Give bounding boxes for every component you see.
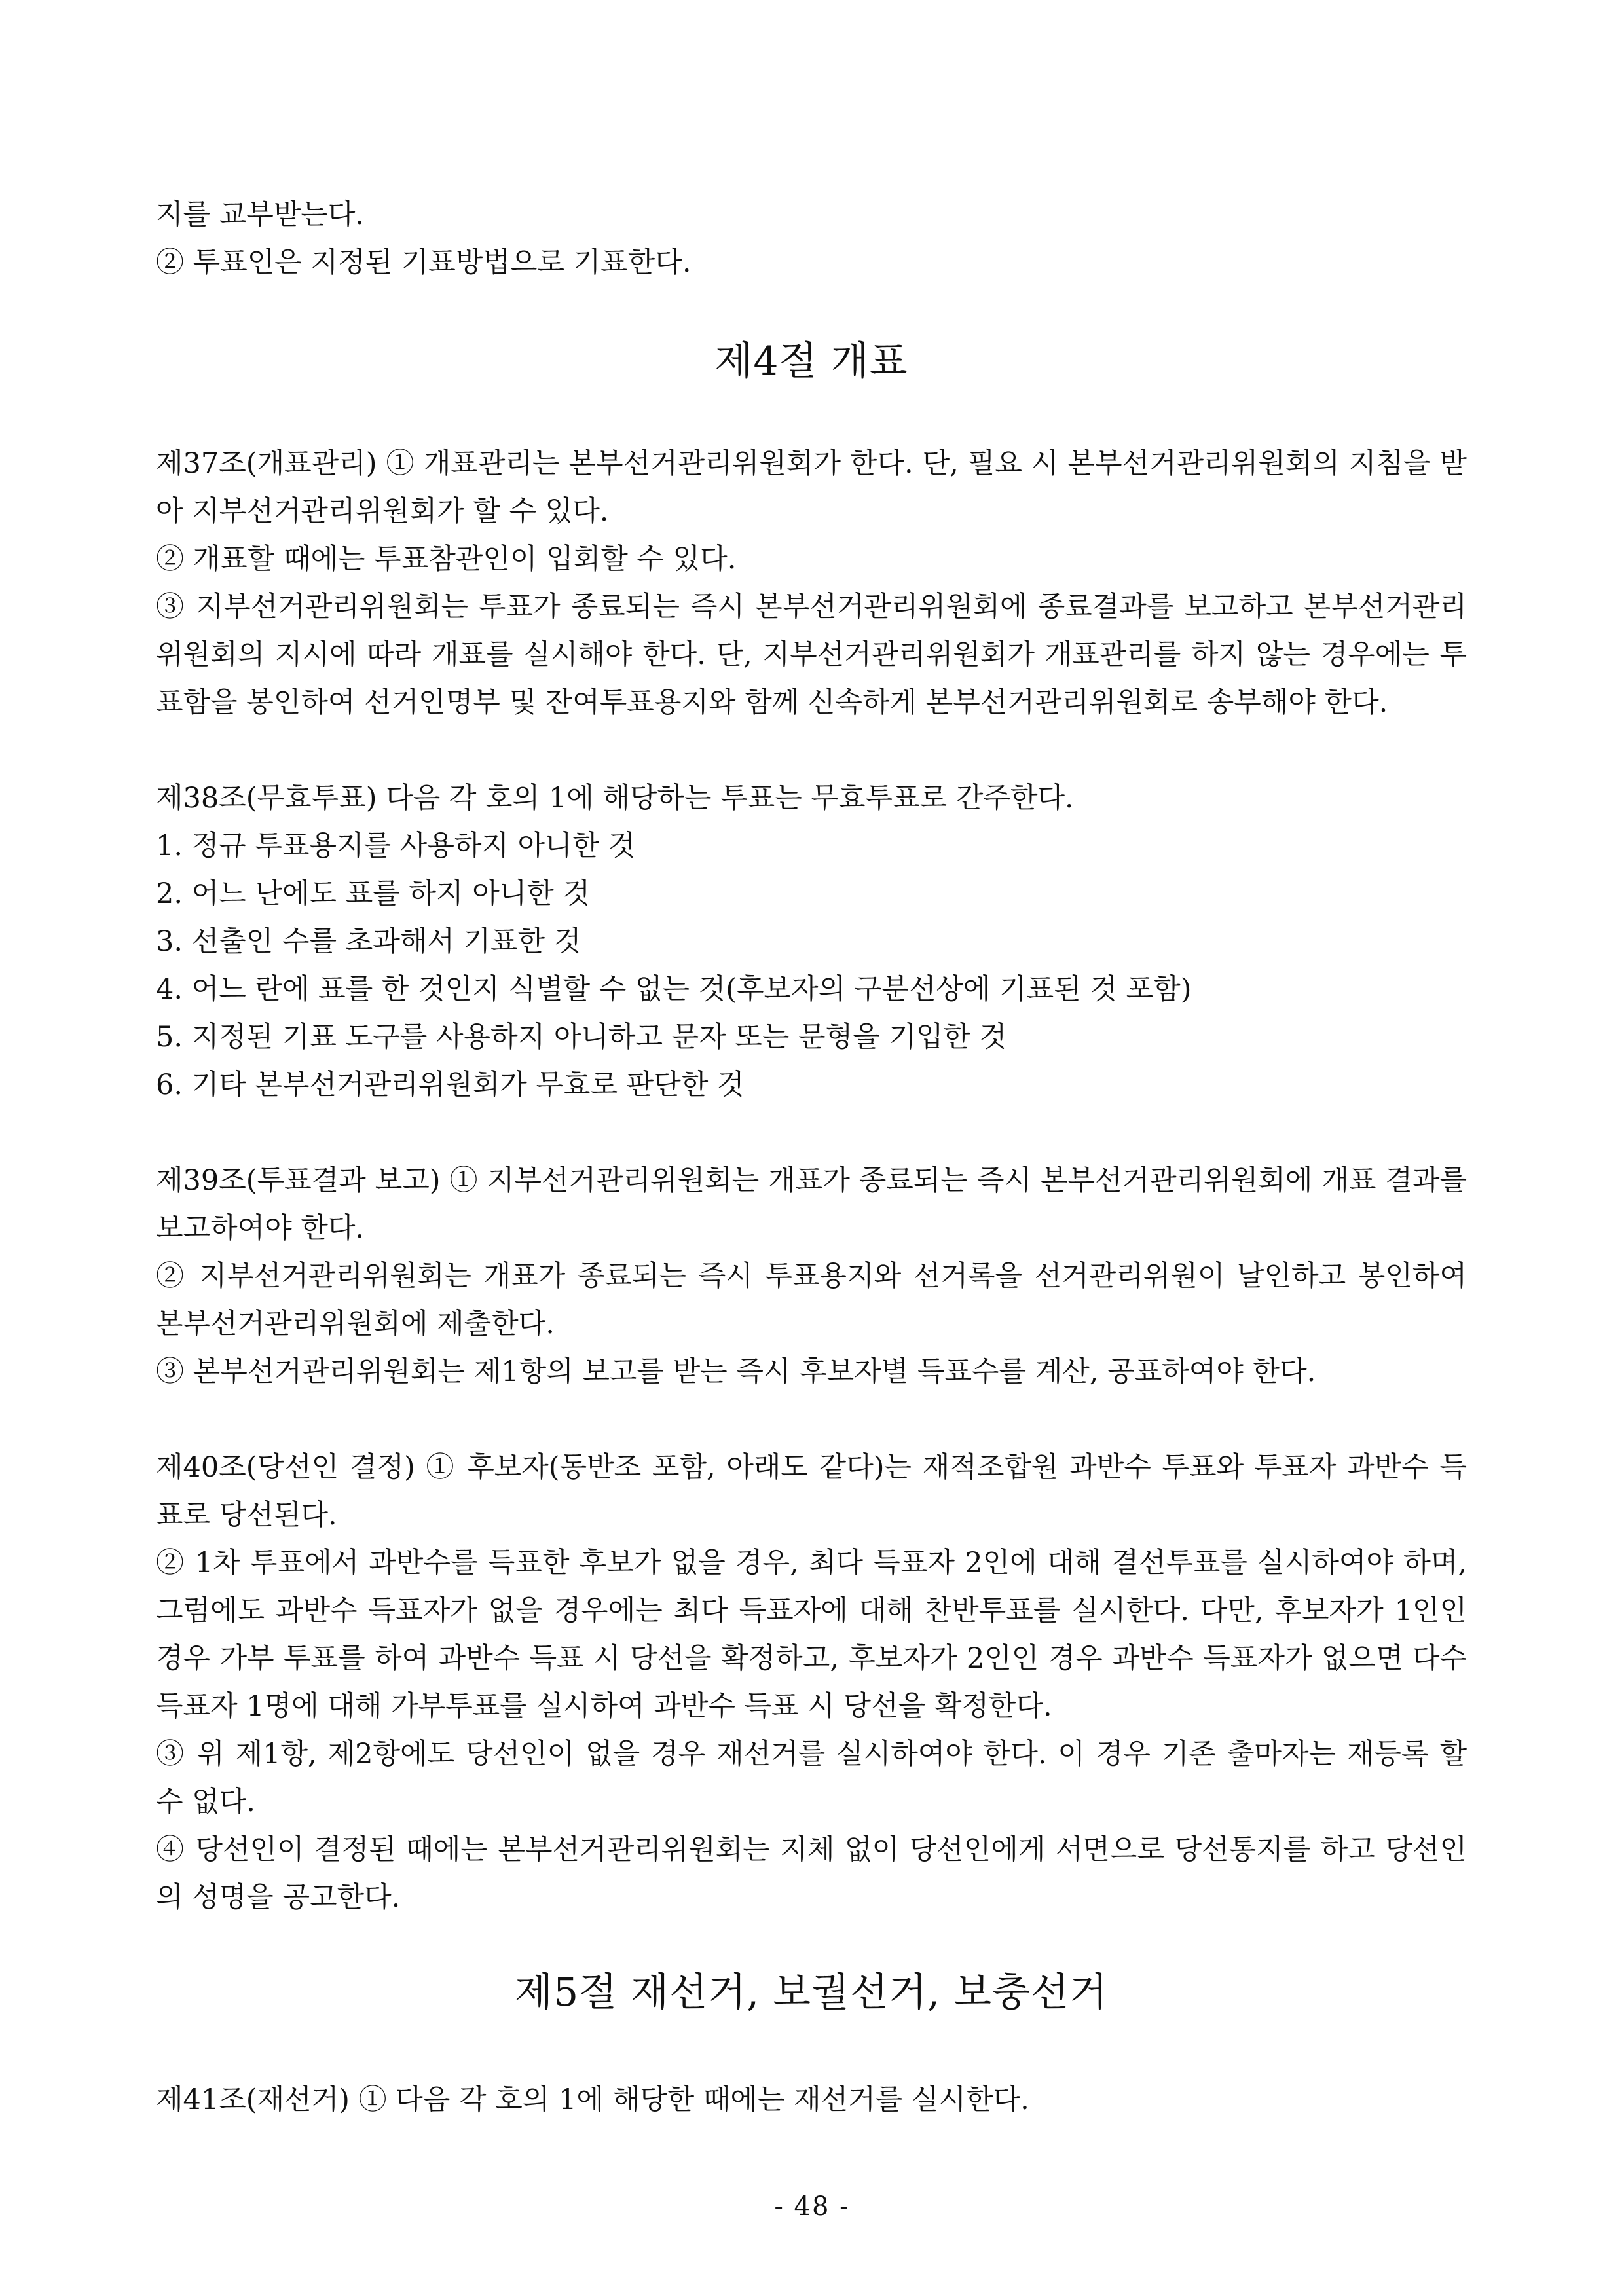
spacer xyxy=(156,1109,1467,1157)
article-38-item-5: 5. 지정된 기표 도구를 사용하지 아니하고 문자 또는 문형을 기입한 것 xyxy=(156,1021,1007,1054)
section-4-title: 제4절 개표 xyxy=(714,339,908,384)
spacer xyxy=(156,727,1467,775)
article-38-item-2: 2. 어느 난에도 표를 하지 아니한 것 xyxy=(156,877,591,910)
page-number: - 48 - xyxy=(774,2192,850,2222)
article-40-clause-4: ④ 당선인이 결정된 때에는 본부선거관리위원회는 지체 없이 당선인에게 서면으로 당선통지를 하고 당선인의 성명을 공고한다. xyxy=(156,1833,1467,1914)
continuation-line: 지를 교부받는다. xyxy=(156,198,365,231)
page-body xyxy=(156,191,1467,2124)
article-37-clause-2: ② 개표할 때에는 투표참관인이 입회할 수 있다. xyxy=(156,543,737,576)
article-39-clause-1: 제39조(투표결과 보고) ① 지부선거관리위원회는 개표가 종료되는 즉시 본부선거관리위원회에 개표 결과를 보고하여야 한다. xyxy=(156,1164,1467,1245)
article-38-item-4: 4. 어느 란에 표를 한 것인지 식별할 수 없는 것(후보자의 구분선상에 기표된 것 포함) xyxy=(156,973,1192,1006)
article-37-clause-3: ③ 지부선거관리위원회는 투표가 종료되는 즉시 본부선거관리위원회에 종료결과를 보고하고 본부선거관리위원회의 지시에 따라 개표를 실시해야 한다. 단, 지부선거관리위원회가 개표관리를 하지 않는 경우에는 투표함을 봉인하여 선거인명부 및 잔여투표용지와 함께 신속하게 본부선거관리위원회로 송부해야 한다. xyxy=(156,591,1467,719)
article-40-clause-3: ③ 위 제1항, 제2항에도 당선인이 없을 경우 재선거를 실시하여야 한다. 이 경우 기존 출마자는 재등록 할 수 없다. xyxy=(156,1738,1467,1818)
article-38-item-1: 1. 정규 투표용지를 사용하지 아니한 것 xyxy=(156,830,636,862)
section-5-title: 제5절 재선거, 보궐선거, 보충선거 xyxy=(514,1970,1108,2015)
article-37 xyxy=(156,440,1467,727)
article-40 xyxy=(156,1444,1467,1922)
voting-method-clause: ② 투표인은 지정된 기표방법으로 기표한다. xyxy=(156,246,692,279)
article-38-item-3: 3. 선출인 수를 초과해서 기표한 것 xyxy=(156,925,581,958)
article-38 xyxy=(156,775,1467,1109)
article-40-clause-1: 제40조(당선인 결정) ① 후보자(동반조 포함, 아래도 같다)는 재적조합원 과반수 투표와 투표자 과반수 득표로 당선된다. xyxy=(156,1451,1467,1532)
article-41-clause-1: 제41조(재선거) ① 다음 각 호의 1에 해당한 때에는 재선거를 실시한다. xyxy=(156,2084,1029,2116)
article-41 xyxy=(156,2076,1467,2124)
spacer xyxy=(156,1396,1467,1444)
article-39-clause-3: ③ 본부선거관리위원회는 제1항의 보고를 받는 즉시 후보자별 득표수를 계산, 공표하여야 한다. xyxy=(156,1355,1316,1388)
article-38-item-6: 6. 기타 본부선거관리위원회가 무효로 판단한 것 xyxy=(156,1069,745,1101)
article-39 xyxy=(156,1157,1467,1396)
article-39-clause-2: ② 지부선거관리위원회는 개표가 종료되는 즉시 투표용지와 선거록을 선거관리위원이 날인하고 봉인하여 본부선거관리위원회에 제출한다. xyxy=(156,1260,1467,1340)
article-37-clause-1: 제37조(개표관리) ① 개표관리는 본부선거관리위원회가 한다. 단, 필요 시 본부선거관리위원회의 지침을 받아 지부선거관리위원회가 할 수 있다. xyxy=(156,447,1467,528)
article-38-intro: 제38조(무효투표) 다음 각 호의 1에 해당하는 투표는 무효투표로 간주한다. xyxy=(156,782,1074,815)
article-40-clause-2: ② 1차 투표에서 과반수를 득표한 후보가 없을 경우, 최다 득표자 2인에 대해 결선투표를 실시하여야 하며, 그럼에도 과반수 득표자가 없을 경우에는 최다 득표자에 대해 찬반투표를 실시한다. 다만, 후보자가 1인인 경우 가부 투표를 하여 과반수 득표 시 당선을 확정하고, 후보자가 2인인 경우 과반수 득표자가 없으면 다수 득표자 1명에 대해 가부투표를 실시하여 과반수 득표 시 당선을 확정한다. xyxy=(156,1547,1467,1723)
